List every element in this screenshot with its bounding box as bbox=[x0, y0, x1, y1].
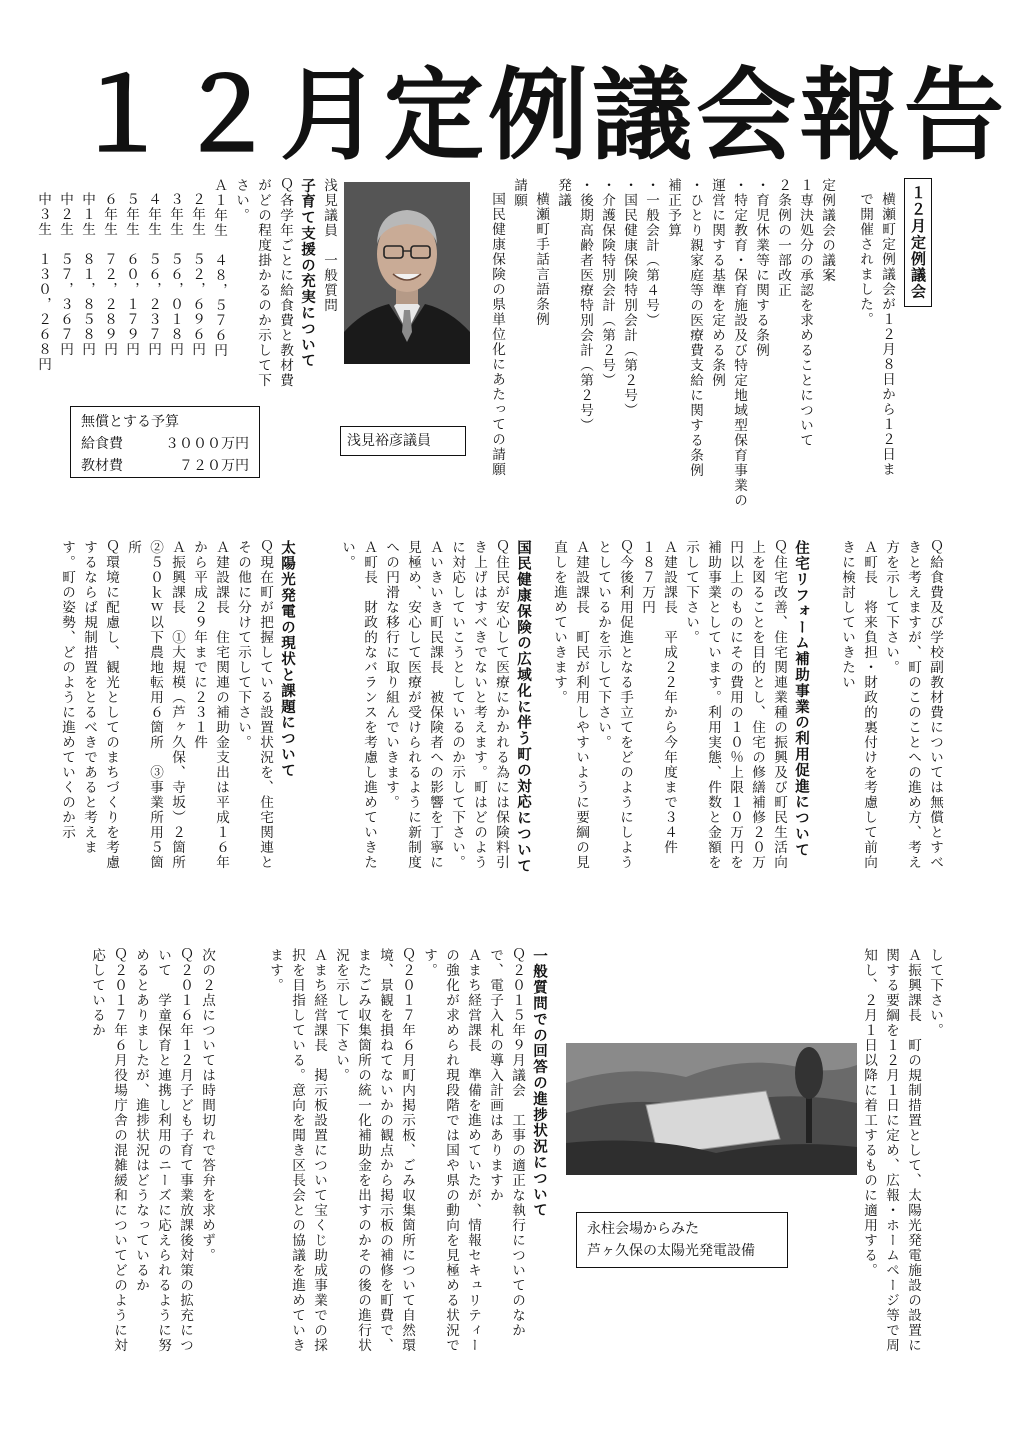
paragraph: 補正予算 bbox=[665, 178, 681, 238]
paragraph: Ａ１年生 ４８，５７６円 bbox=[211, 178, 227, 358]
paragraph: 住宅リフォーム補助事業の利用促進について bbox=[793, 540, 809, 858]
paragraph: ２年生 ５２，６９６円 bbox=[189, 191, 205, 357]
paragraph: ３年生 ５６，０１８円 bbox=[167, 191, 183, 357]
paragraph: Ｑ２０１７年６月役場庁舎の混雑緩和についてどのように対応しているか bbox=[89, 948, 127, 1353]
paragraph: Ｑ住民が安心して医療にかかれる為には保険料引き上げはすべきでないと考えます。町はどのように対応していこうとしているのか示して下さい。 bbox=[449, 540, 509, 870]
solar-caption bbox=[576, 1212, 788, 1268]
paragraph: 発議 bbox=[555, 178, 571, 208]
paragraph: Ｑ各学年ごとに給食費と教材費がどの程度掛かるのか示して下さい。 bbox=[233, 178, 293, 388]
paragraph: 定例議会の議案 bbox=[819, 178, 835, 283]
paragraph: 次の２点については時間切れで答弁を求めず。 bbox=[199, 948, 215, 1263]
budget-box-title: 無償とする予算 bbox=[81, 414, 179, 430]
paragraph: 子育て支援の充実について bbox=[299, 178, 315, 369]
paragraph: Ａ振興課長 町の規制措置として、太陽光発電施設の設置に関する要綱を１２月１日に定め、広報・ホームページ等で周知し、２月１日以降に着工するものに適用する。 bbox=[861, 948, 921, 1353]
portrait-caption bbox=[340, 426, 466, 456]
paragraph: Ａ建設課長 住宅関連の補助金支出は平成１６年から平成２９年までに２３１件 bbox=[191, 540, 229, 870]
paragraph: Ｑ環境に配慮し、観光としてのまちづくりを考慮するならば規制措置をとるべきであると考えます。町の姿勢、どのように進めていくのか示 bbox=[59, 540, 119, 870]
col-asami-question bbox=[35, 178, 340, 388]
col-intro bbox=[842, 178, 932, 478]
paragraph: Ａ建設課長 町民が利用しやすいように要綱の見直しを進めていきます。 bbox=[551, 540, 589, 870]
col-progress bbox=[232, 948, 550, 1358]
paragraph: ４年生 ５６，２３７円 bbox=[145, 191, 161, 357]
col-housing-reform bbox=[550, 540, 812, 880]
paragraph: １専決処分の承認を求めることについて bbox=[797, 178, 813, 448]
portrait-caption-text: 浅見裕彦議員 bbox=[347, 433, 431, 449]
budget-value: ３０００万円 bbox=[165, 436, 249, 452]
paragraph: Ｑ２０１７年６月町内掲示板、ごみ収集箇所について自然環境、景観を損ねてないかの観点から掲示板の補修を町費で、またごみ収集箇所の統一化補助金を出すのかその後の進行状況を示して下さい。 bbox=[333, 948, 415, 1353]
paragraph: Ｑ２０１６年１２月子ども子育て事業放課後対策の拡充について 学童保育と連携し利用のニーズに応えられるように努めるとありましたが、進捗状況はどうなっているか bbox=[133, 948, 193, 1353]
paragraph: ・ひとり親家庭等の医療費支給に関する条例 bbox=[687, 178, 703, 478]
budget-value: ７２０万円 bbox=[179, 458, 249, 474]
solar-caption-line2: 芦ヶ久保の太陽光発電設備 bbox=[587, 1243, 755, 1259]
portrait-illustration bbox=[344, 182, 470, 364]
paragraph: ・特定教育・保育施設及び特定地域型保育事業の運営に関する基準を定める条例 bbox=[709, 178, 747, 508]
paragraph: 中１生 ８１，８５８円 bbox=[79, 191, 95, 357]
paragraph: 太陽光発電の現状と課題について bbox=[279, 540, 295, 779]
paragraph: して下さい。 bbox=[927, 948, 943, 1038]
budget-box bbox=[70, 406, 260, 478]
solar-caption-line1: 永柱会場からみた bbox=[587, 1221, 699, 1237]
paragraph: Ａ建設課長 平成２２年から今年度まで３４件 １８７万円 bbox=[639, 540, 677, 870]
paragraph: 国民健康保険の県単位化にあたっての請願 bbox=[489, 191, 505, 477]
section-title-box: １２月定例議会 bbox=[904, 178, 932, 307]
solar-illustration bbox=[566, 1043, 857, 1175]
page-title: １２月定例議会報告 bbox=[72, 57, 1008, 174]
paragraph: ・国民健康保険特別会計（第２号） bbox=[621, 178, 637, 418]
paragraph: Ａ町長 財政的なバランスを考慮し進めていきたい。 bbox=[339, 540, 377, 870]
budget-row-materials bbox=[81, 455, 249, 477]
paragraph: Ｑ住宅改善、住宅関連業種の振興及び町民生活向上を図ることを目的とし、住宅の修繕補修２０万円以上のものにその費用の１０％上限１０万円を補助事業としています。利用実態、件数と金額を示して下さい。 bbox=[683, 540, 787, 870]
paragraph bbox=[898, 178, 932, 478]
paragraph: Ａ振興課長 ①大規模（芦ヶ久保、寺坂）２箇所 ②５０ｋｗ以下農地転用６箇所 ③事業所用５箇所 bbox=[125, 540, 185, 885]
paragraph: Ｑ今後利用促進となる手立てをどのようにしようとしているかを示して下さい。 bbox=[595, 540, 633, 870]
col-health-insurance bbox=[312, 540, 534, 880]
paragraph: 横瀬町定例議会が１２月８日から１２日まで開催されました。 bbox=[857, 191, 895, 477]
col-meals-free bbox=[826, 540, 946, 880]
paragraph: ６年生 ７２，２８９円 bbox=[101, 191, 117, 357]
col-progress-remaining bbox=[58, 948, 218, 1358]
budget-label: 教材費 bbox=[81, 458, 123, 474]
budget-label: 給食費 bbox=[81, 436, 123, 452]
paragraph: Ａ町長 将来負担・財政的裏付けを考慮して前向きに検討していきたい bbox=[839, 540, 877, 870]
paragraph: 請願 bbox=[511, 178, 527, 208]
paragraph: 国民健康保険の広域化に伴う町の対応について bbox=[515, 540, 531, 874]
portrait-photo bbox=[344, 182, 470, 364]
paragraph: Ｑ２０１５年９月議会 工事の適正な執行についてのなかで、電子入札の導入計画はありますか bbox=[487, 948, 525, 1338]
paragraph: ・一般会計（第４号） bbox=[643, 178, 659, 328]
paragraph: Ｑ給食費及び学校副教材費については無償とすべきと考えますが、町のこのことへの進め方、考え方を示して下さい。 bbox=[883, 540, 943, 870]
paragraph: ５年生 ６０，１７９円 bbox=[123, 191, 139, 357]
paragraph: ２条例の一部改正 bbox=[775, 178, 791, 298]
budget-row-meals bbox=[81, 433, 249, 455]
solar-photo bbox=[566, 1043, 857, 1175]
paragraph: 一般質問での回答の進捗状況について bbox=[531, 948, 547, 1219]
paragraph: 横瀬町手話言語条例 bbox=[533, 191, 549, 327]
paragraph: 浅見議員 一般質問 bbox=[321, 178, 337, 313]
paragraph: ・育児休業等に関する条例 bbox=[753, 178, 769, 358]
paragraph: ・後期高齢者医療特別会計（第２号） bbox=[577, 178, 593, 433]
paragraph: Ｑ現在町が把握している設置状況を、住宅関連とその他に分けて示して下さい。 bbox=[235, 540, 273, 870]
paragraph: ・介護保険特別会計（第２号） bbox=[599, 178, 615, 388]
paragraph: 中２生 ５７，３６７円 bbox=[57, 191, 73, 357]
paragraph: Ａいきいき町民課長 被保険者への影響を丁寧に見極め、安心して医療が受けられるように新制度への円滑な移行に取り組んでいきます。 bbox=[383, 540, 443, 870]
col-agenda bbox=[480, 178, 838, 518]
col-solar bbox=[58, 540, 298, 885]
paragraph: Ａまち経営課長 掲示板設置について宝くじ助成事業での採択を目指している。意向を聞き区長会との協議を進めていきます。 bbox=[267, 948, 327, 1353]
paragraph: Ａまち経営課長 準備を進めていたが、情報セキュリティーの強化が求められ現段階では国や県の動向を見極める状況です。 bbox=[421, 948, 481, 1353]
paragraph: 中３生 １３０，２６８円 bbox=[35, 191, 51, 372]
